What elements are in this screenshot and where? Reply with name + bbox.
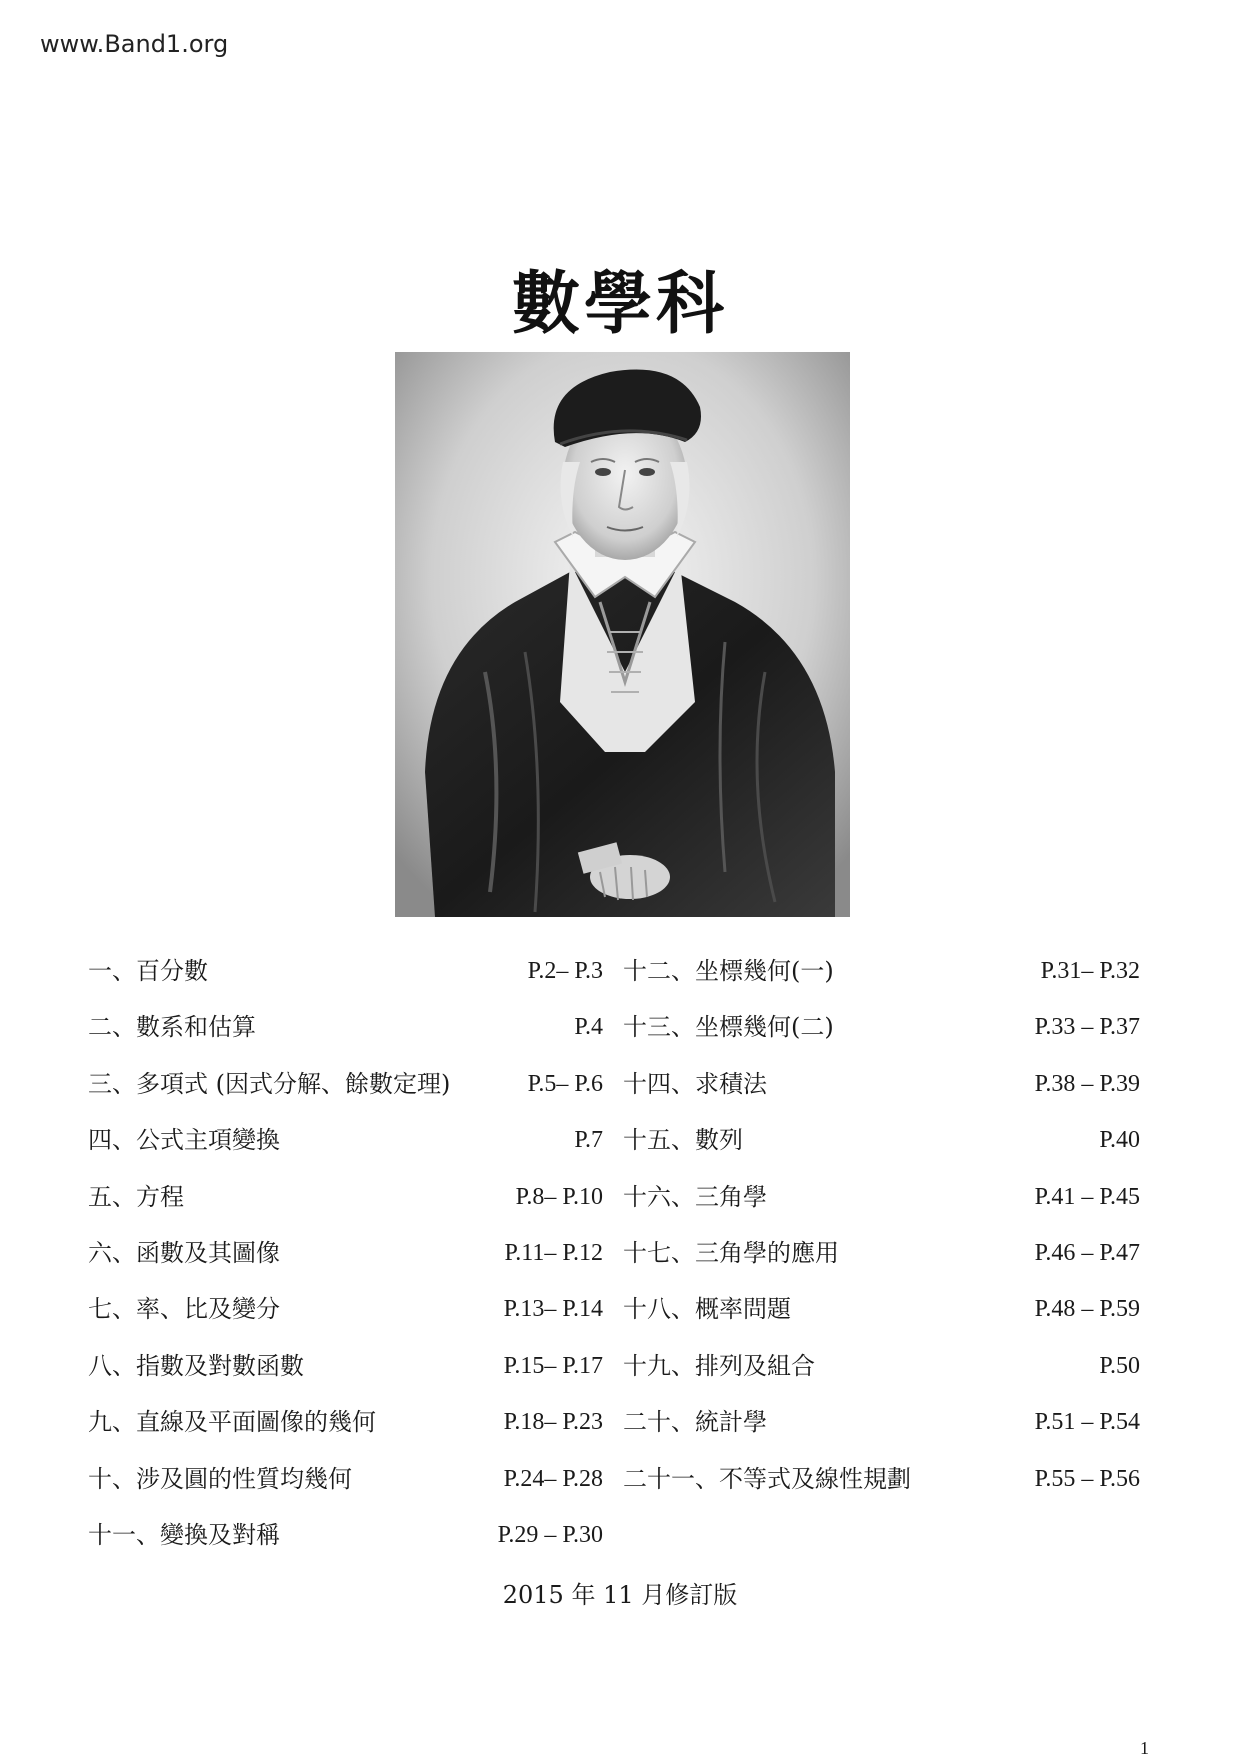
toc-entry — [88, 955, 603, 1011]
toc-entry-pages: P.38 – P.39 — [1034, 1070, 1140, 1097]
toc-entry — [623, 955, 1140, 1011]
toc-entry-label: 十五、數列 — [623, 1126, 743, 1155]
toc-entry-pages: P.31– P.32 — [1040, 958, 1140, 984]
toc-entry — [88, 1181, 603, 1237]
toc-entry-label: 一、百分數 — [88, 957, 208, 985]
toc-entry — [623, 1406, 1140, 1462]
toc-entry — [623, 1237, 1140, 1293]
toc-entry-pages: P.5– P.6 — [527, 1070, 603, 1097]
toc-entry-label: 三、多項式 (因式分解、餘數定理) — [88, 1069, 451, 1098]
toc-entry-pages: P.50 — [1099, 1352, 1140, 1379]
toc-entry-label: 十一、變換及對稱 — [88, 1520, 280, 1549]
toc-entry-label: 五、方程 — [88, 1182, 184, 1211]
toc-entry-pages: P.29 – P.30 — [497, 1521, 603, 1548]
toc-entry — [623, 1011, 1140, 1067]
toc-entry-pages: P.18– P.23 — [503, 1409, 603, 1436]
toc-entry-label: 十六、三角學 — [623, 1182, 767, 1211]
toc-entry — [623, 1350, 1140, 1406]
revision-note: 2015 年 11 月修訂版 — [502, 1581, 738, 1609]
toc-entry-pages: P.15– P.17 — [503, 1352, 603, 1379]
toc-left-column — [88, 955, 603, 1575]
toc-entry — [88, 1011, 603, 1067]
site-url[interactable]: www.Band1.org — [40, 30, 229, 58]
toc-entry — [88, 1237, 603, 1293]
toc-entry-label: 十九、排列及組合 — [623, 1351, 815, 1380]
toc-entry — [88, 1463, 603, 1519]
toc-entry — [88, 1350, 603, 1406]
toc-entry — [623, 1124, 1140, 1180]
toc-entry-pages: P.48 – P.59 — [1034, 1296, 1140, 1323]
toc-right-column — [623, 955, 1140, 1519]
toc-entry-pages: P.33 – P.37 — [1034, 1014, 1140, 1041]
toc-entry-pages: P.40 — [1099, 1127, 1140, 1154]
toc-entry-pages: P.46 – P.47 — [1034, 1239, 1140, 1266]
toc-entry-label: 二、數系和估算 — [88, 1013, 256, 1042]
portrait-image — [395, 352, 850, 917]
toc-entry-pages: P.41 – P.45 — [1034, 1183, 1140, 1210]
toc-entry-label: 十七、三角學的應用 — [623, 1238, 839, 1267]
toc-entry-pages: P.7 — [574, 1127, 603, 1154]
toc-entry — [88, 1293, 603, 1349]
toc-entry-pages: P.24– P.28 — [503, 1465, 603, 1492]
toc-entry-label: 六、函數及其圖像 — [88, 1238, 280, 1267]
toc-entry-pages: P.55 – P.56 — [1034, 1465, 1140, 1492]
toc-entry-label: 七、率、比及變分 — [88, 1295, 280, 1324]
toc-entry-label: 十三、坐標幾何(二) — [623, 1013, 834, 1042]
toc-entry-label: 九、直線及平面圖像的幾何 — [88, 1408, 376, 1437]
toc-entry — [88, 1406, 603, 1462]
toc-entry-pages: P.8– P.10 — [515, 1183, 603, 1210]
toc-entry-label: 二十一、不等式及線性規劃 — [623, 1464, 911, 1493]
toc-entry — [623, 1293, 1140, 1349]
toc-entry-label: 十四、求積法 — [623, 1069, 767, 1098]
toc-entry-label: 四、公式主項變換 — [88, 1126, 280, 1155]
toc-entry-pages: P.2– P.3 — [527, 958, 603, 984]
toc-entry-pages: P.11– P.12 — [504, 1239, 603, 1266]
toc-entry — [623, 1181, 1140, 1237]
toc-entry — [88, 1068, 603, 1124]
toc-entry-label: 十二、坐標幾何(一) — [623, 957, 834, 985]
toc-entry-label: 十、涉及圓的性質均幾何 — [88, 1464, 352, 1493]
page-number: 1 — [1140, 1738, 1149, 1758]
toc-entry — [88, 1519, 603, 1575]
toc-entry — [623, 1068, 1140, 1124]
page-title: 數學科 — [511, 264, 728, 344]
toc-entry-label: 十八、概率問題 — [623, 1295, 791, 1324]
toc-entry-pages: P.13– P.14 — [503, 1296, 603, 1323]
toc-entry — [88, 1124, 603, 1180]
toc-entry — [623, 1463, 1140, 1519]
toc-entry-label: 八、指數及對數函數 — [88, 1351, 304, 1380]
toc-entry-pages: P.51 – P.54 — [1034, 1409, 1140, 1436]
toc-entry-label: 二十、統計學 — [623, 1408, 767, 1437]
toc-entry-pages: P.4 — [574, 1014, 603, 1041]
